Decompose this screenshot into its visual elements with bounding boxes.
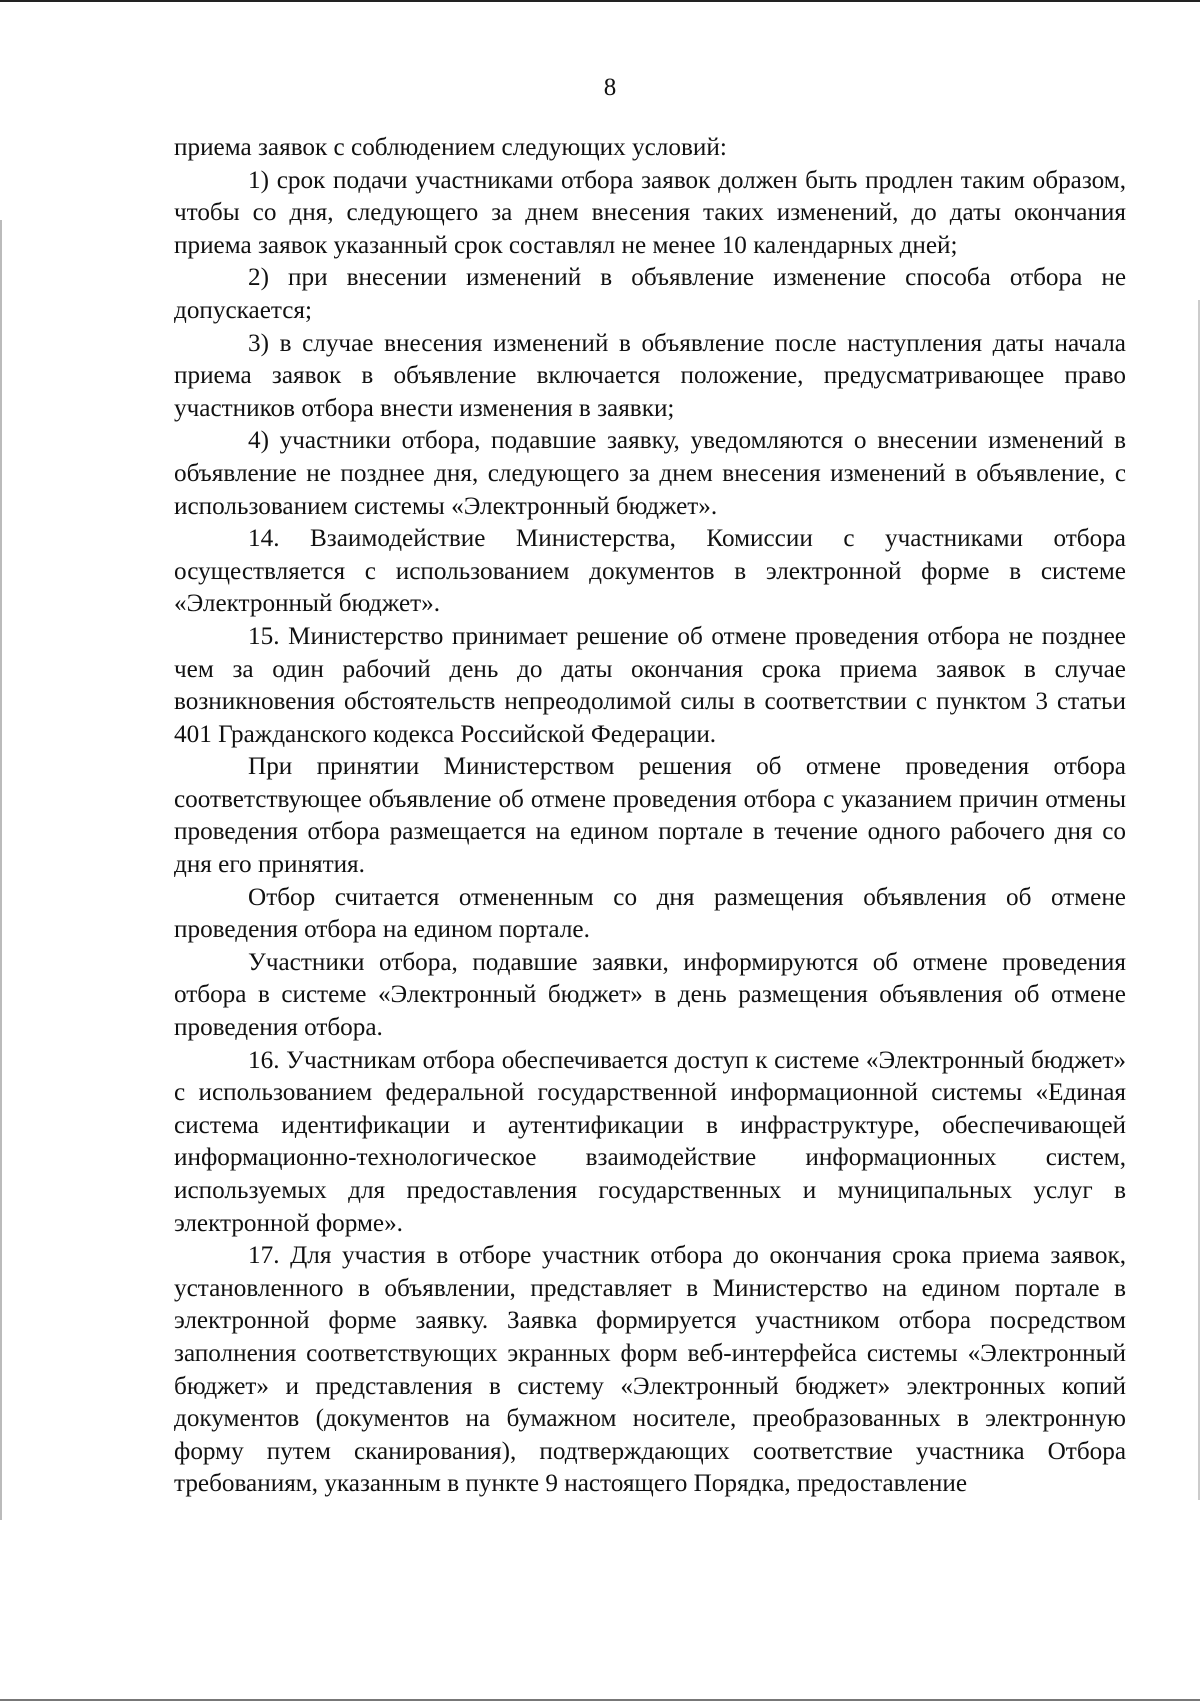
paragraph: Участники отбора, подавшие заявки, информируются об отмене проведения отбора в системе «Электронный бюджет» в день размещения объявления об отмене проведения отбора. (174, 948, 1126, 1042)
page-number-text: 8 (603, 74, 617, 101)
paragraph: приема заявок с соблюдением следующих условий: (174, 134, 727, 161)
paragraph: 16. Участникам отбора обеспечивается доступ к системе «Электронный бюджет» с использованием федеральной государственной информационной системы «Единая система идентификации и аутентификации в инфраструктуре, обеспечивающей информационно-технологическое взаимодействие информационных систем, используемых для предоставления государственных и муниципальных услуг в электронной форме». (174, 1046, 1126, 1237)
scan-edge-left (0, 220, 2, 1520)
paragraph: 17. Для участия в отборе участник отбора до окончания срока приема заявок, установленного в объявлении, представляет в Министерство на едином портале в электронной форме заявку. Заявка формируется участником отбора посредством заполнения соответствующих экранных форм веб-интерфейса системы «Электронный бюджет» и представления в систему «Электронный бюджет» электронных копий документов (документов на бумажном носителе, преобразованных в электронную форму путем сканирования), подтверждающих соответствие участника Отбора требованиям, указанным в пункте 9 настоящего Порядка, предоставление (174, 1242, 1126, 1498)
paragraph: 2) при внесении изменений в объявление изменение способа отбора не допускается; (174, 264, 1126, 324)
scan-edge-top (0, 0, 1200, 2)
paragraph: Отбор считается отмененным со дня размещения объявления об отмене проведения отбора на едином портале. (174, 883, 1126, 944)
paragraph: 4) участники отбора, подавшие заявку, уведомляются о внесении изменений в объявление не позднее дня, следующего за днем внесения изменений в объявление, с использованием системы «Электронный бюджет». (174, 427, 1126, 520)
paragraph: 1) срок подачи участниками отбора заявок должен быть продлен таким образом, чтобы со дня, следующего за днем внесения таких изменений, до даты окончания приема заявок указанный срок составлял не менее 10 календарных дней; (174, 166, 1126, 259)
document-body (174, 132, 1126, 1501)
page-number (0, 72, 1200, 104)
scan-edge-bottom (0, 1699, 1200, 1701)
paragraph: 15. Министерство принимает решение об отмене проведения отбора не позднее чем за один рабочий день до даты окончания срока приема заявок в случае возникновения обстоятельств непреодолимой силы в соответствии с пунктом 3 статьи 401 Гражданского кодекса Российской Федерации. (174, 622, 1126, 748)
paragraph: При принятии Министерством решения об отмене проведения отбора соответствующее объявление об отмене проведения отбора с указанием причин отмены проведения отбора размещается на едином портале в течение одного рабочего дня со дня его принятия. (174, 753, 1126, 879)
paragraph: 14. Взаимодействие Министерства, Комиссии с участниками отбора осуществляется с использованием документов в электронной форме в системе «Электронный бюджет». (174, 525, 1126, 618)
paragraph: 3) в случае внесения изменений в объявление после наступления даты начала приема заявок в объявление включается положение, предусматривающее право участников отбора внести изменения в заявки; (174, 329, 1126, 422)
